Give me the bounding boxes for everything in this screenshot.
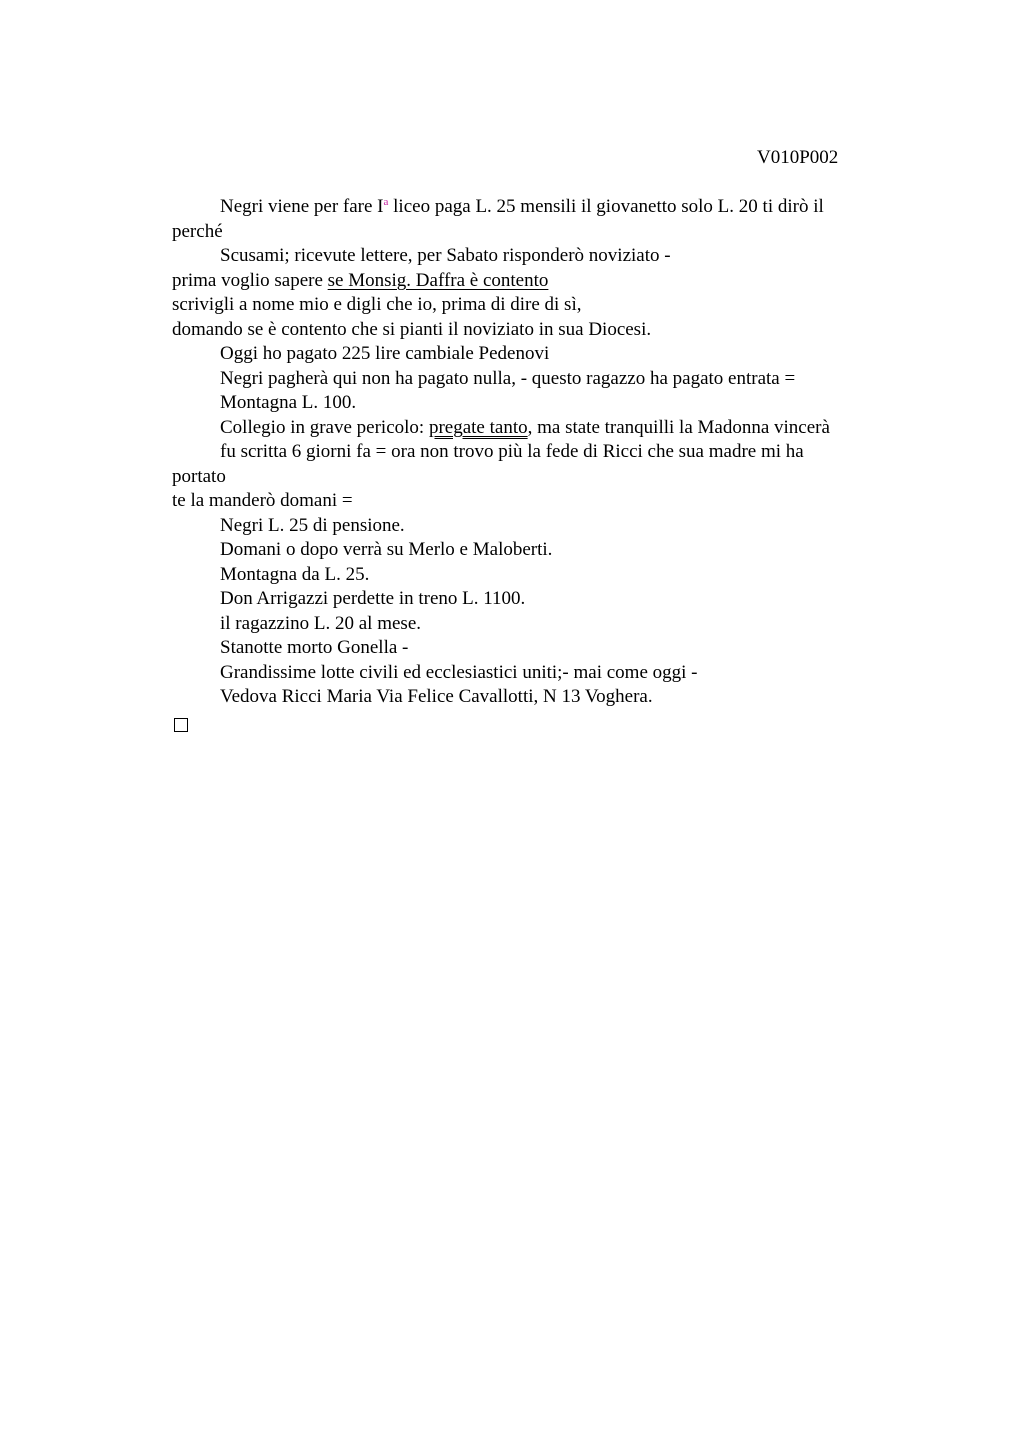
text-segment: liceo paga L. 25 mensili il giovanetto solo L. 20 ti dirò il xyxy=(388,196,824,217)
superscript-mark: a xyxy=(383,196,389,208)
text-line-19: Stanotte morto Gonella - xyxy=(220,637,409,658)
text-line-15: Domani o dopo verrà su Merlo e Maloberti. xyxy=(220,539,553,560)
letter-body xyxy=(172,195,892,739)
text-line-18: il ragazzino L. 20 al mese. xyxy=(220,612,422,634)
text-line-3: Scusami; ricevute lettere, per Sabato risponderò noviziato - xyxy=(220,245,671,266)
text-line-11: fu scritta 6 giorni fa = ora non trovo più la fede di Ricci che sua madre mi ha xyxy=(220,441,804,462)
text-segment: prima voglio sapere xyxy=(172,269,328,291)
page-id: V010P002 xyxy=(757,147,839,168)
double-underlined-phrase: pregate tanto xyxy=(428,416,528,438)
text-segment: Collegio in grave pericolo: xyxy=(220,416,429,438)
text-line-10 xyxy=(172,416,892,441)
text-line-17: Don Arrigazzi perdette in treno L. 1100. xyxy=(220,588,526,609)
text-line-6: domando se è contento che si pianti il noviziato in sua Diocesi. xyxy=(172,318,652,340)
text-line-20: Grandissime lotte civili ed ecclesiastici uniti;- mai come oggi - xyxy=(220,661,698,683)
text-line-1 xyxy=(172,195,892,220)
end-marker-line xyxy=(172,710,892,740)
text-line-13: te la manderò domani = xyxy=(172,490,353,511)
text-segment: Negri viene per fare I xyxy=(220,196,384,217)
end-box-icon xyxy=(174,718,188,732)
underlined-phrase: se Monsig. Daffra è contento xyxy=(327,269,549,291)
text-line-9: Montagna L. 100. xyxy=(220,392,357,413)
text-segment: , ma state tranquilli la Madonna vincerà xyxy=(527,416,830,438)
text-line-4 xyxy=(172,269,892,294)
text-line-7: Oggi ho pagato 225 lire cambiale Pedenovi xyxy=(220,343,550,364)
text-line-12: portato xyxy=(172,465,226,487)
text-line-14: Negri L. 25 di pensione. xyxy=(220,514,405,536)
text-line-21: Vedova Ricci Maria Via Felice Cavallotti, N 13 Voghera. xyxy=(220,686,653,707)
text-line-5: scrivigli a nome mio e digli che io, prima di dire di sì, xyxy=(172,294,582,315)
text-line-8: Negri pagherà qui non ha pagato nulla, - questo ragazzo ha pagato entrata = xyxy=(220,367,796,389)
text-line-16: Montagna da L. 25. xyxy=(220,563,370,585)
text-line-2: perché xyxy=(172,220,223,242)
